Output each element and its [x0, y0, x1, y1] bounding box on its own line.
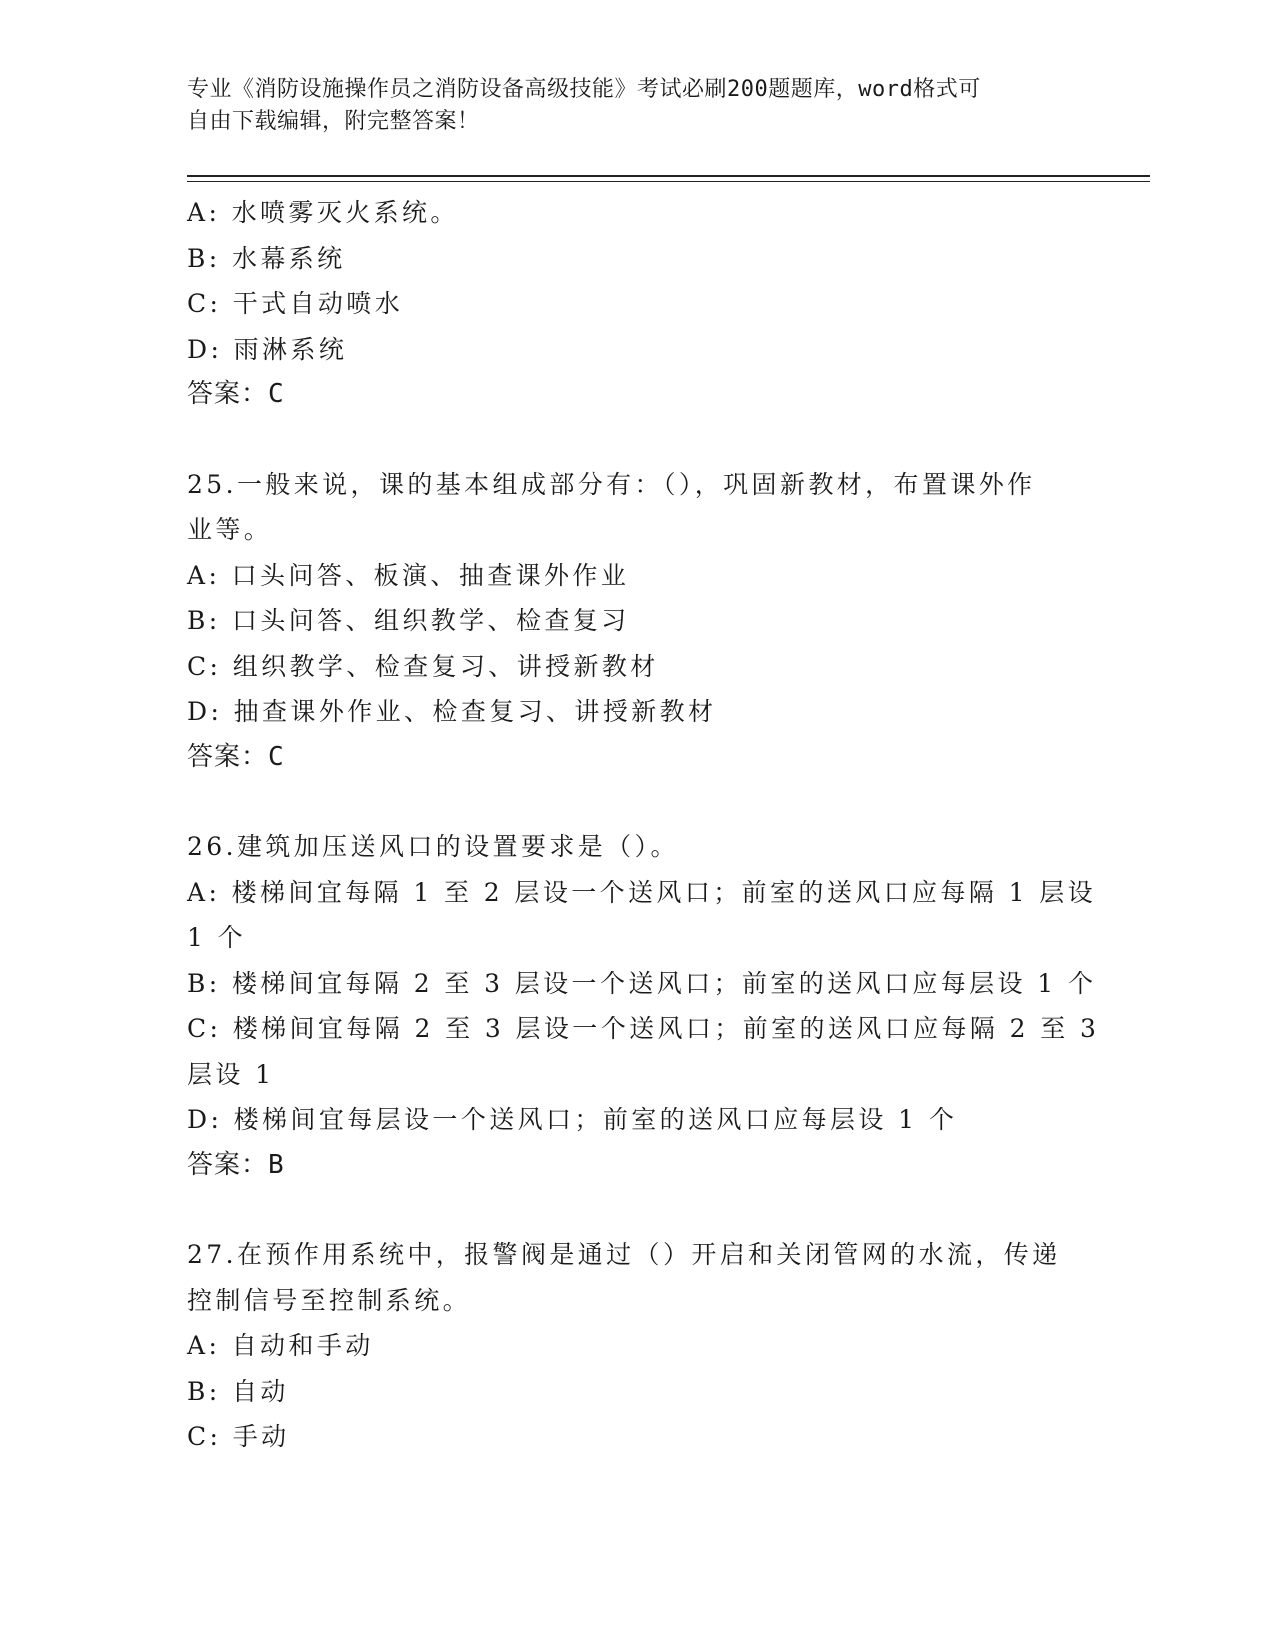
option-c-continued: 层设 1 — [187, 1059, 275, 1089]
option-c: C: 手动 — [187, 1422, 290, 1451]
option-a: A: 楼梯间宜每隔 1 至 2 层设一个送风口；前室的送风口应每隔 1 层设 — [187, 877, 1097, 907]
option-a: A: 水喷雾灭火系统。 — [187, 198, 459, 227]
option-b: B: 口头问答、组织教学、检查复习 — [187, 606, 630, 635]
spacer — [187, 780, 1067, 824]
option-d: D: 雨淋系统 — [187, 334, 348, 364]
header-divider-thin — [187, 181, 1150, 182]
option-c: C: 组织教学、检查复习、讲授新教材 — [187, 651, 659, 681]
question-26-block — [187, 824, 1100, 1188]
question-24-block — [187, 190, 1067, 418]
spacer — [187, 418, 1067, 462]
option-d: D: 楼梯间宜每层设一个送风口；前室的送风口应每层设 1 个 — [187, 1105, 958, 1134]
answer-line: 答案：B — [187, 1149, 285, 1180]
answer-line: 答案：C — [187, 379, 285, 409]
option-a: A: 口头问答、板演、抽查课外作业 — [187, 560, 630, 590]
question-stem: 26.建筑加压送风口的设置要求是（）。 — [187, 832, 679, 861]
question-stem-continued: 控制信号至控制系统。 — [187, 1285, 472, 1315]
spacer — [187, 1188, 1067, 1232]
header-title-line-1: 专业《消防设施操作员之消防设备高级技能》考试必刷200题题库，word格式可 — [187, 77, 981, 102]
option-a: A: 自动和手动 — [187, 1331, 374, 1360]
question-list — [187, 190, 1100, 1460]
option-a-continued: 1 个 — [187, 923, 247, 952]
question-25-block — [187, 462, 1067, 781]
question-stem: 25.一般来说，课的基本组成部分有：（），巩固新教材，布置课外作 — [187, 469, 1036, 499]
answer-line: 答案：C — [187, 741, 285, 772]
header-divider — [187, 175, 1150, 177]
question-27-block — [187, 1232, 1067, 1460]
question-stem-continued: 业等。 — [187, 515, 273, 544]
option-b: B: 水幕系统 — [187, 243, 346, 273]
header-title-line-2: 自由下载编辑，附完整答案！ — [187, 109, 480, 134]
option-b: B: 自动 — [187, 1376, 289, 1406]
option-c: C: 干式自动喷水 — [187, 289, 404, 318]
option-d: D: 抽查课外作业、检查复习、讲授新教材 — [187, 697, 717, 726]
option-b: B: 楼梯间宜每隔 2 至 3 层设一个送风口；前室的送风口应每层设 1 个 — [187, 968, 1097, 998]
option-c: C: 楼梯间宜每隔 2 至 3 层设一个送风口；前室的送风口应每隔 2 至 3 — [187, 1014, 1100, 1043]
document-header — [187, 74, 1067, 138]
question-stem: 27.在预作用系统中，报警阀是通过（）开启和关闭管网的水流，传递 — [187, 1240, 1061, 1269]
